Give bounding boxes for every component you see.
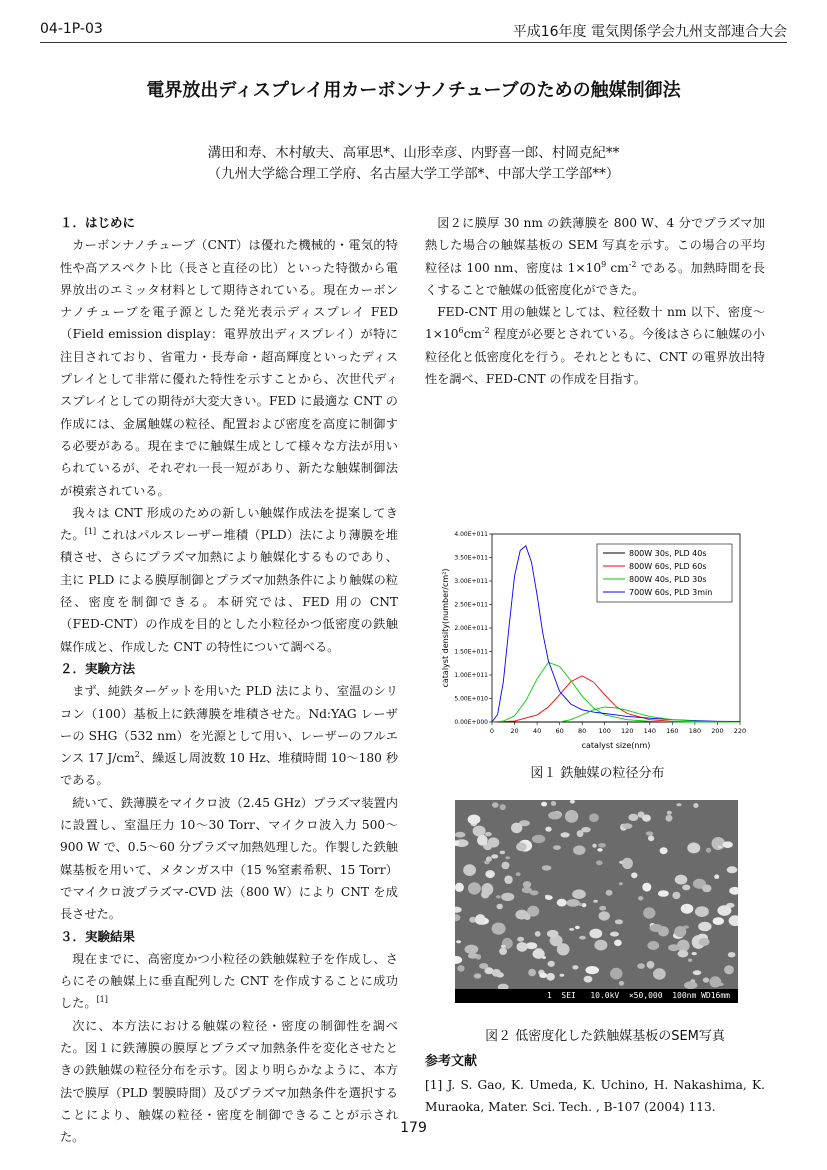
sem-particle <box>724 965 734 974</box>
author-list: 溝田和寿、木村敏夫、高軍思*、山形幸彦、内野喜一郎、村岡克紀** <box>207 145 620 161</box>
sem-particle <box>528 969 536 976</box>
sem-particle <box>598 843 606 848</box>
sem-particle <box>703 977 709 982</box>
sem-particle <box>468 815 481 825</box>
sem-particle <box>614 940 622 947</box>
y-tick-label: 1.50E+011 <box>454 648 488 656</box>
sem-particle <box>682 885 690 891</box>
x-tick-label: 180 <box>688 727 702 735</box>
sem-particle <box>456 909 461 913</box>
sem-particle <box>647 941 659 950</box>
sem-particle <box>475 914 485 925</box>
paragraph: カーボンナノチューブ（CNT）は優れた機械的・電気的特性や高アスペクト比（長さと直径の比）といった特徴から電界放出のエミッタ材料として期待されている。現在カーボンナノチューブを電子源とした発光表示ディスプレイ FED（Field emission display：電界放出ディスプレイ）が特に注目されており、省電力・長寿命・超高輝度といったディスプレイとして非常に優れた特性を示すことから、次世代ディスプレイとしての期待が大変大きい。FED に最適な CNT の作成には、金属触媒の粒径、配置および密度を高度に制御する必要がある。現在までに触媒生成として様々な方法が用いられているが、それぞれ一長一短があり、新たな触媒制御法が模索されている。 <box>60 238 398 498</box>
sem-particle <box>599 911 610 920</box>
sem-particle <box>573 845 585 855</box>
sem-particle <box>545 827 551 832</box>
sem-particle <box>485 870 495 878</box>
figure-2-caption: 図２ 低密度化した鉄触媒基板のSEM写真 <box>485 1029 725 1044</box>
sem-particle <box>551 801 556 806</box>
sem-particle <box>589 813 599 822</box>
series-line <box>492 662 740 722</box>
sem-particle <box>474 973 482 978</box>
sem-particle <box>500 804 506 810</box>
sem-particle <box>729 915 738 926</box>
sem-particle <box>675 875 688 885</box>
sem-particle <box>492 802 499 808</box>
sem-particle <box>729 887 738 895</box>
sem-particle <box>702 885 711 893</box>
sem-particle <box>482 883 494 895</box>
sem-particle <box>693 803 698 808</box>
y-tick-label: 5.00E+010 <box>454 695 488 703</box>
sem-particle <box>674 926 686 937</box>
sem-particle <box>561 832 570 837</box>
sem-particle <box>557 943 570 955</box>
sem-particle <box>473 826 486 837</box>
sem-particle <box>728 952 736 957</box>
sem-particle <box>577 830 584 837</box>
sem-particle <box>575 926 580 929</box>
sem-particle <box>643 907 655 918</box>
sem-particle <box>505 856 510 859</box>
sem-particle <box>465 945 479 954</box>
sem-particle <box>631 872 637 878</box>
sem-particle <box>650 924 663 932</box>
sem-particle <box>628 814 638 821</box>
sem-particle <box>681 904 694 914</box>
sem-particle <box>516 872 521 876</box>
section-heading-method: ２．実験方法 <box>60 660 136 676</box>
sem-particle <box>647 961 655 969</box>
sem-particle <box>486 856 492 861</box>
sem-particle <box>582 903 587 907</box>
sem-particle <box>548 961 555 967</box>
y-tick-label: 3.50E+011 <box>454 554 488 562</box>
sem-particle <box>658 890 669 897</box>
sem-particle <box>557 899 567 907</box>
sem-particle <box>714 874 719 879</box>
sem-particle <box>516 842 527 851</box>
sem-scale-bar: 1 SEI 10.0kV ×50,000 100nm WD16mm <box>455 989 738 1003</box>
x-tick-label: 140 <box>643 727 657 735</box>
x-tick-label: 100 <box>598 727 611 735</box>
sem-particle <box>709 976 721 987</box>
sem-particle <box>455 914 460 921</box>
sem-particle <box>504 875 512 884</box>
sem-particle <box>455 956 462 964</box>
sem-particle <box>497 904 503 910</box>
sem-particle <box>500 851 506 855</box>
sem-particle <box>672 892 680 899</box>
x-tick-label: 220 <box>733 727 747 735</box>
sem-particle <box>717 905 731 916</box>
sem-particle <box>468 953 478 959</box>
sem-particle <box>517 942 528 952</box>
sem-particle <box>488 837 500 847</box>
sem-particle <box>532 835 545 843</box>
sem-particle <box>684 981 697 989</box>
affiliation-list: （九州大学総合理工学府、名古屋大学工学部*、中部大学工学部**） <box>207 166 620 182</box>
y-tick-label: 4.00E+011 <box>454 531 488 538</box>
sem-particle <box>477 835 488 846</box>
x-tick-label: 60 <box>555 727 564 735</box>
reference-item: [1] J. S. Gao, K. Umeda, K. Uchino, H. Nakashima, K. Muraoka, Mater. Sci. Tech. , B-107 (2004) 113. <box>425 1078 765 1114</box>
paper-title: 電界放出ディスプレイ用カーボンナノチューブのための触媒制御法 <box>146 80 681 101</box>
sem-particle <box>637 963 645 969</box>
sem-particle <box>501 945 506 948</box>
paragraph: まず、純鉄ターゲットを用いた PLD 法により、室温のシリコン（100）基板上に鉄薄膜を堆積させた。Nd:YAG レーザーの SHG（532 nm）を光源として用い、レーザーのフルエンス 17 $J/cm^2$、繰返し周波数 10 Hz、堆積時間 10～180 秒である。 <box>60 684 399 788</box>
sem-particle <box>584 976 593 983</box>
section-heading-intro: １．はじめに <box>60 215 136 230</box>
paragraph: 我々は CNT 形成のための新しい触媒作成法を提案してきた。[1] これはパルスレーザー堆積（PLD）法により薄膜を堆積させ、さらにプラズマ加熱により触媒化するものであり、主に PLD による膜厚制御とプラズマ加熱条件により触媒の粒径、密度を制御できる。本研究では、FED 用の CNT（FED-CNT）の作成を目的とした小粒径かつ低密度の鉄触媒作成と、作成した CNT の特性について調べる。 <box>60 505 399 654</box>
sem-particle <box>723 841 733 848</box>
sem-particle <box>479 963 488 969</box>
sem-particle <box>548 812 561 820</box>
sem-particle <box>569 928 574 931</box>
paragraph: 次に、本方法における触媒の粒径・密度の制御性を調べた。図１に鉄薄膜の膜厚とプラズマ加熱条件を変化させたときの鉄触媒の粒径分布を示す。図より明らかなように、本方法で膜厚（PLD 製膜時間）及びプラズマ加熱条件を選択することにより、触媒の粒径・密度を制御できることが示された。 <box>60 1018 398 1145</box>
sem-particle <box>599 906 606 911</box>
sem-particle <box>463 864 476 876</box>
sem-particles <box>455 800 738 1003</box>
paragraph: 図２に膜厚 30 nm の鉄薄膜を 800 W、4 分でプラズマ加熱した場合の触媒基板の SEM 写真を示す。この場合の平均粒径は 100 nm、密度は $1\times 10^9$ $cm^{-2}$ である。加熱時間を長くすることで触媒の低密度化ができた。 <box>425 216 765 297</box>
sem-particle <box>492 969 501 977</box>
right-column <box>425 212 765 390</box>
sem-particle <box>455 883 464 892</box>
sem-particle <box>501 893 514 901</box>
x-axis-label: catalyst size(nm) <box>581 741 651 750</box>
x-tick-label: 160 <box>666 727 679 735</box>
sem-particle <box>535 931 541 937</box>
x-tick-label: 80 <box>578 727 587 735</box>
sem-particle <box>517 937 524 942</box>
sem-particle <box>547 930 559 938</box>
sem-particle <box>593 900 598 903</box>
sem-particle <box>642 815 651 822</box>
sem-particle <box>660 847 668 854</box>
sem-particle <box>579 936 586 940</box>
sem-particle <box>615 919 623 924</box>
sem-particle <box>610 932 619 937</box>
sem-particle <box>666 815 673 822</box>
x-tick-label: 200 <box>711 727 724 735</box>
sem-particle <box>455 832 465 838</box>
sem-particle <box>687 843 700 854</box>
sem-particle <box>589 929 602 939</box>
legend-label: 800W 40s, PLD 30s <box>629 575 707 584</box>
sem-particle <box>678 950 689 957</box>
sem-particle <box>622 823 632 829</box>
legend-label: 800W 60s, PLD 60s <box>629 562 707 571</box>
sem-particle <box>667 811 672 815</box>
y-tick-label: 1.00E+011 <box>454 672 488 679</box>
sem-particle <box>572 965 578 969</box>
page-number: 179 <box>400 1120 427 1136</box>
sem-particle <box>524 914 531 920</box>
x-tick-label: 20 <box>510 727 519 735</box>
paragraph: FED-CNT 用の触媒としては、粒径数十 nm 以下、密度$\sim 1\times 10^6cm^{-2}$ 程度が必要とされている。今後はさらに触媒の小粒径化と低密度化を行う。それとともに、CNT の電界放出特性を調べ、FED-CNT の作成を目指す。 <box>425 305 765 387</box>
sem-particle <box>698 922 711 931</box>
figure-1-caption: 図１ 鉄触媒の粒径分布 <box>530 766 665 781</box>
sem-particle <box>560 974 565 977</box>
sem-particle <box>693 970 702 975</box>
section-heading-results: ３．実験結果 <box>60 928 136 944</box>
sem-image <box>455 800 738 1003</box>
sem-particle <box>727 866 738 873</box>
conference-name: 平成16年度 電気関係学会九州支部連合大会 <box>512 24 787 40</box>
sem-particle <box>653 968 666 979</box>
author-block <box>0 143 827 185</box>
sem-particle <box>718 846 722 848</box>
sem-particle <box>491 854 498 858</box>
sem-particle <box>492 923 506 935</box>
sem-particle <box>545 895 553 900</box>
sem-particle <box>457 965 464 972</box>
sem-particle <box>566 899 580 907</box>
sem-particle <box>646 831 653 835</box>
sem-particle <box>606 890 613 896</box>
x-tick-label: 120 <box>621 727 634 735</box>
sem-particle <box>642 883 651 892</box>
sem-particle <box>619 882 623 885</box>
sem-particle <box>542 865 552 870</box>
sem-particle <box>565 810 578 823</box>
sem-particle <box>676 803 681 806</box>
sem-particle <box>619 861 625 864</box>
sem-particle <box>546 973 555 981</box>
sem-particle <box>541 802 547 807</box>
sem-particle <box>592 844 596 848</box>
sem-particle <box>596 860 603 865</box>
sem-particle <box>496 895 501 898</box>
sem-particle <box>553 845 561 850</box>
sem-particle <box>539 973 547 978</box>
sem-particle <box>468 882 481 894</box>
sem-particle <box>706 848 711 853</box>
sem-particle <box>485 832 492 836</box>
sem-particle <box>585 966 599 974</box>
sem-particle <box>699 938 710 946</box>
sem-particle <box>610 968 622 980</box>
y-tick-label: 2.50E+011 <box>454 601 488 609</box>
x-tick-label: 40 <box>532 727 542 735</box>
left-column <box>60 212 398 1148</box>
y-tick-label: 2.00E+011 <box>454 625 488 632</box>
sem-particle <box>619 981 624 986</box>
x-tick-label: 0 <box>489 727 495 735</box>
paragraph: 現在までに、高密度かつ小粒径の鉄触媒粒子を作成し、さらにその触媒上に垂直配列した CNT を作成することに成功した。[1] <box>60 951 398 1011</box>
legend-label: 800W 30s, PLD 40s <box>629 549 707 558</box>
sem-particle <box>570 800 575 804</box>
size-distribution-chart <box>425 527 770 767</box>
sem-particle <box>695 906 709 917</box>
sem-particle <box>523 881 531 888</box>
sem-particle <box>572 889 586 899</box>
sem-particle <box>597 848 602 852</box>
sem-particle <box>638 896 643 900</box>
running-header <box>40 18 787 43</box>
legend-label: 700W 60s, PLD 3min <box>629 588 713 597</box>
sem-particle <box>648 835 654 841</box>
sem-particle <box>511 823 522 834</box>
sem-particle <box>668 944 679 951</box>
sem-particle <box>456 940 461 943</box>
y-tick-label: 0.00E+000 <box>454 719 488 726</box>
sem-particle <box>533 949 545 959</box>
paper-id: 04-1P-03 <box>40 21 103 37</box>
citation: [1] <box>96 995 108 1005</box>
sem-particle <box>502 862 510 870</box>
sem-particle <box>692 952 697 955</box>
y-tick-label: 3.00E+011 <box>454 578 488 585</box>
y-axis-label: catalyst density(number/cm²) <box>441 568 450 688</box>
sem-particle <box>594 940 607 951</box>
paragraph: 続いて、鉄薄膜をマイクロ波（2.45 GHz）プラズマ装置内に設置し、室温圧力 10～30 Torr、マイクロ波入力 500～900 W で、0.5～60 分プラズマ加熱処理した。作製した鉄触媒基板を用いて、メタンガス中（15 %窒素希釈、15 Torr）でマイクロ波プラズマ-CVD 法（800 W）により CNT を成長させた。 <box>60 795 398 922</box>
references-heading: 参考文献 <box>425 1054 478 1069</box>
sem-particle <box>713 917 724 925</box>
citation: [1] <box>84 527 97 537</box>
sem-particle <box>688 959 692 962</box>
